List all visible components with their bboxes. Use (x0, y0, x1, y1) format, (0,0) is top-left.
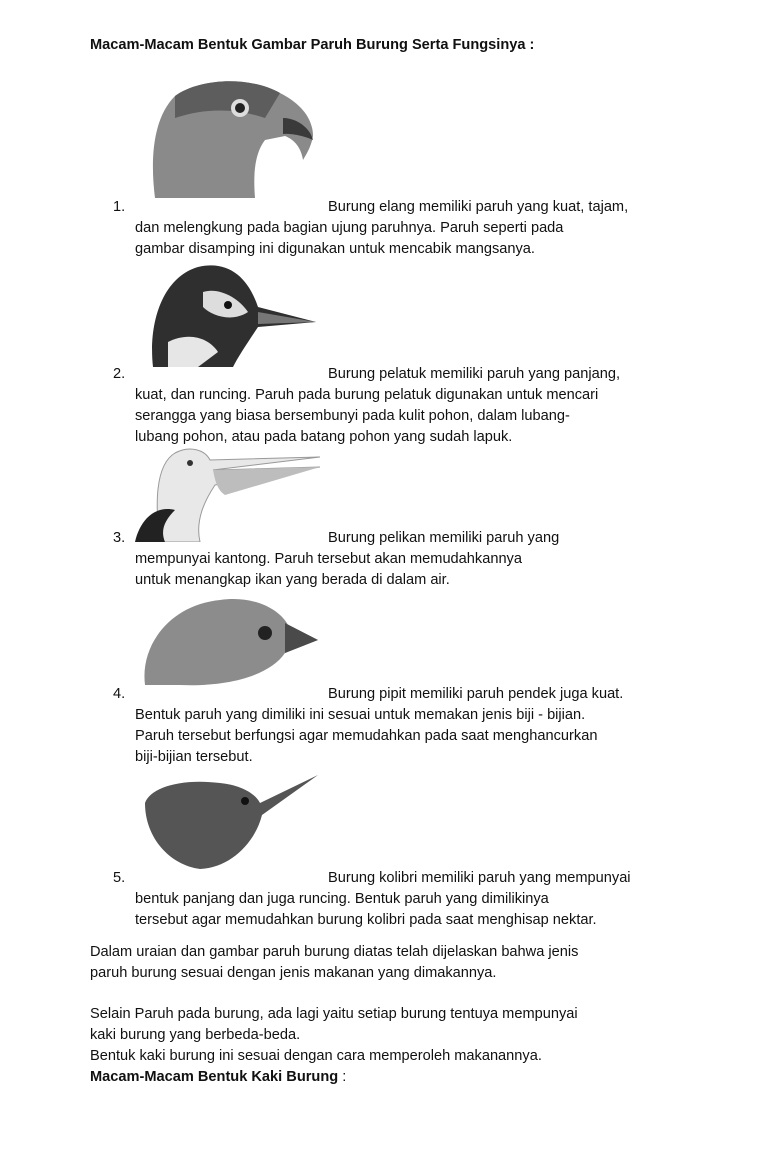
subheading: Macam-Macam Bentuk Kaki Burung : (90, 1069, 347, 1085)
item-text: Burung kolibri memiliki paruh yang mempunyai (328, 870, 631, 886)
item-number: 5. (113, 870, 126, 886)
item-number: 2. (113, 366, 126, 382)
item-text: mempunyai kantong. Paruh tersebut akan memudahkannya untuk menangkap ikan yang berada di dalam air. (135, 551, 522, 588)
item-text: Burung pelikan memiliki paruh yang (328, 530, 560, 546)
item-text: Burung elang memiliki paruh yang kuat, tajam, (328, 199, 629, 215)
item-text: Burung pipit memiliki paruh pendek juga kuat. (328, 686, 624, 702)
hummingbird-head-image (140, 773, 320, 871)
paragraph: Selain Paruh pada burung, ada lagi yaitu setiap burung tentuya mempunyai kaki burung yang berbeda-beda. Bentuk kaki burung ini sesuai dengan cara memperoleh makanannya. (90, 1006, 578, 1064)
item-text: bentuk panjang dan juga runcing. Bentuk paruh yang dimilikinya tersebut agar memudahkan burung kolibri pada saat menghisap nektar. (135, 891, 597, 928)
item-number: 4. (113, 686, 126, 702)
item-text: dan melengkung pada bagian ujung paruhnya. Paruh seperti pada gambar disamping ini digunakan untuk mencabik mangsanya. (135, 220, 564, 257)
pelican-head-image (135, 445, 323, 542)
item-text: kuat, dan runcing. Paruh pada burung pelatuk digunakan untuk mencari serangga yang biasa bersembunyi pada kulit pohon, dalam lubang- lubang pohon, atau pada batang pohon yang sudah lapuk. (135, 387, 599, 445)
item-text: Burung pelatuk memiliki paruh yang panjang, (328, 366, 621, 382)
sparrow-head-image (140, 595, 320, 687)
page-title: Macam-Macam Bentuk Gambar Paruh Burung Serta Fungsinya : (90, 37, 535, 53)
item-number: 1. (113, 199, 126, 215)
eagle-head-image (145, 78, 317, 200)
item-number: 3. (113, 530, 126, 546)
woodpecker-head-image (148, 262, 318, 367)
item-text: Bentuk paruh yang dimiliki ini sesuai untuk memakan jenis biji - bijian. Paruh tersebut berfungsi agar memudahkan pada saat menghancurkan biji-bijian tersebut. (135, 707, 598, 765)
paragraph: Dalam uraian dan gambar paruh burung diatas telah dijelaskan bahwa jenis paruh burung sesuai dengan jenis makanan yang dimakannya. (90, 944, 579, 981)
